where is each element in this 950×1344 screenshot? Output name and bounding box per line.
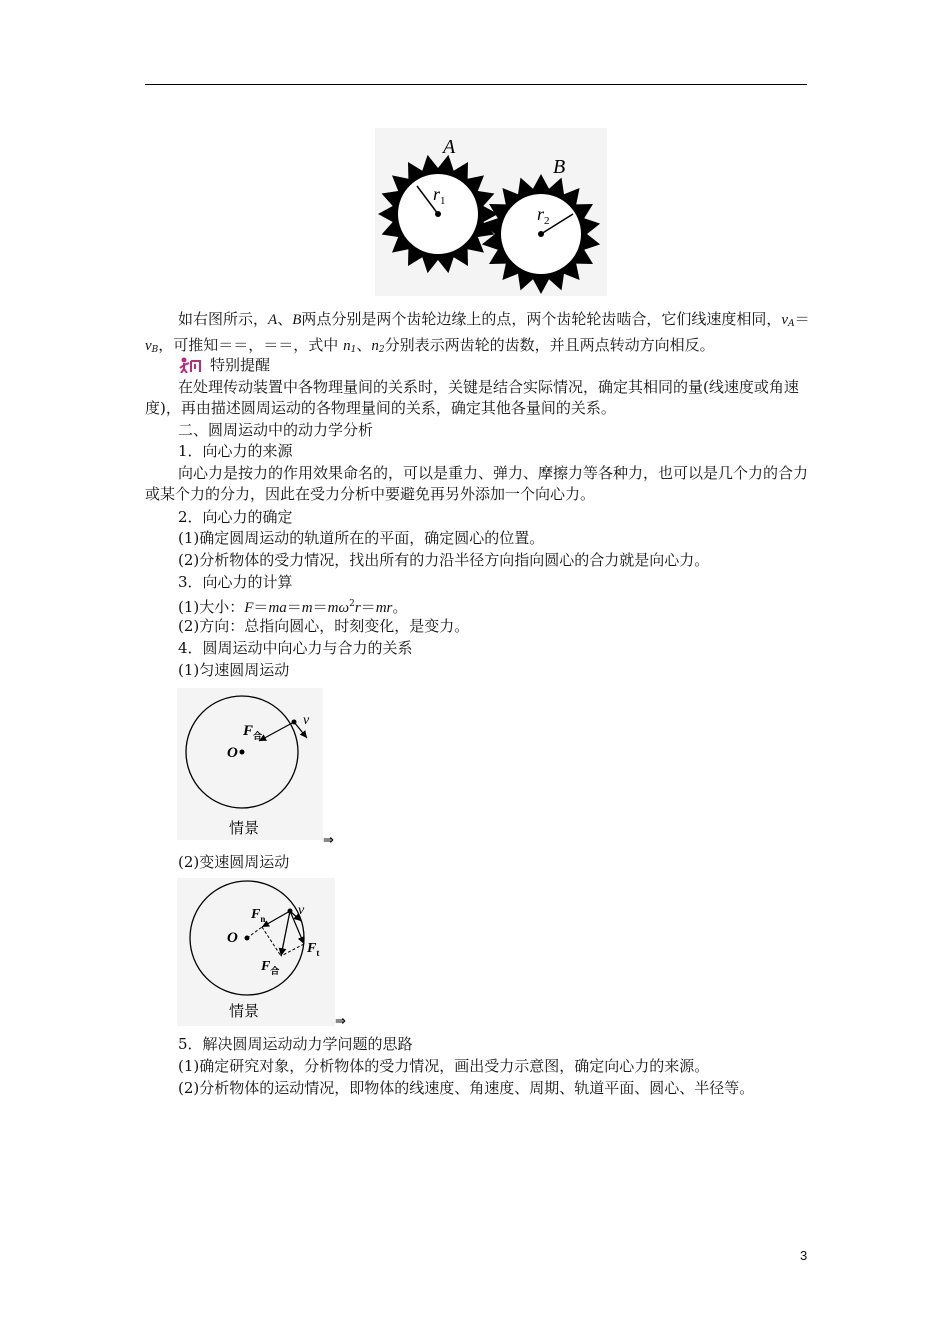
item3-p2: (2)方向：总指向圆心，时刻变化，是变力。 <box>178 617 470 635</box>
gear-diagram <box>375 128 607 296</box>
gear-figure <box>375 128 607 296</box>
item4-p2: (2)变速圆周运动 <box>178 853 290 871</box>
implies-arrow-1: ⇒ <box>323 833 334 848</box>
variable-motion-diagram <box>177 878 335 1026</box>
item5-p2: (2)分析物体的运动情况，即物体的线速度、角速度、周期、轨道平面、圆心、半径等。 <box>178 1079 755 1097</box>
gear-b-center <box>538 231 544 237</box>
page-number: 3 <box>800 1248 808 1263</box>
item2-p2: (2)分析物体的受力情况，找出所有的力沿半径方向指向圆心的合力就是向心力。 <box>178 551 710 569</box>
item1-title: 1．向心力的来源 <box>178 442 293 460</box>
label-f-net: $F_合$ <box>243 723 263 741</box>
label-o: O <box>227 745 238 761</box>
uniform-motion-figure <box>177 688 323 840</box>
label-a: A <box>443 136 456 158</box>
dashed-parallel-1 <box>262 927 281 956</box>
fn-arrow <box>262 911 290 927</box>
label-v: v <box>303 713 310 728</box>
caption: 情景 <box>229 1004 260 1020</box>
label-fn: $F_n$ <box>251 907 266 924</box>
fnet-arrow <box>281 911 290 956</box>
item4-title: 4．圆周运动中向心力与合力的关系 <box>178 639 413 657</box>
net-force-arrow <box>259 722 294 741</box>
label-fnet: $F_合$ <box>261 959 280 976</box>
section2-heading: 二、圆周运动中的动力学分析 <box>178 421 374 439</box>
reminder-icon <box>178 357 206 373</box>
label-v: v <box>298 903 305 918</box>
item5-p1: (1)确定研究对象，分析物体的受力情况，画出受力示意图，确定向心力的来源。 <box>178 1057 710 1075</box>
label-ft: $F_t$ <box>307 941 320 958</box>
gear-explanation: 如右图所示，A、B两点分别是两个齿轮边缘上的点，两个齿轮轮齿啮合，它们线速度相同，$v_A=v_B$，可推知＝＝，＝＝，式中 $n_1$、$n_2$分别表示两齿轮的齿数，并且两点转动方向相反。 <box>145 310 810 355</box>
item3-p1: (1)大小：$F=ma=m=m\omega^2r=mr$。 <box>178 598 408 616</box>
implies-arrow-2: ⇒ <box>335 1014 346 1029</box>
item2-p1: (1)确定圆周运动的轨道所在的平面，确定圆心的位置。 <box>178 529 545 547</box>
reminder-text: 在处理传动装置中各物理量间的关系时，关键是结合实际情况，确定其相同的量(线速度或角速度)，再由描述圆周运动的各物理量间的关系，确定其他各量间的关系。 <box>145 378 799 417</box>
uniform-motion-diagram <box>177 688 323 840</box>
label-r2: $r_2$ <box>537 204 550 227</box>
item3-title: 3．向心力的计算 <box>178 573 293 591</box>
caption: 情景 <box>229 821 260 837</box>
reminder-heading: 特别提醒 <box>178 355 270 376</box>
label-r1: $r_1$ <box>433 184 446 207</box>
item4-p1: (1)匀速圆周运动 <box>178 661 290 679</box>
header-rule <box>145 84 807 85</box>
dashed-parallel-2 <box>281 944 304 956</box>
variable-motion-figure <box>177 878 335 1026</box>
center-point <box>240 750 245 755</box>
dashed-radius <box>247 927 262 938</box>
gear-a-center <box>435 211 441 217</box>
item1-text: 向心力是按力的作用效果命名的，可以是重力、弹力、摩擦力等各种力，也可以是几个力的合力或某个力的分力，因此在受力分析中要避免再另外添加一个向心力。 <box>145 464 809 503</box>
label-o: O <box>227 930 238 946</box>
item5-title: 5．解决圆周运动动力学问题的思路 <box>178 1035 413 1053</box>
item2-title: 2．向心力的确定 <box>178 508 293 526</box>
label-b: B <box>553 156 566 178</box>
